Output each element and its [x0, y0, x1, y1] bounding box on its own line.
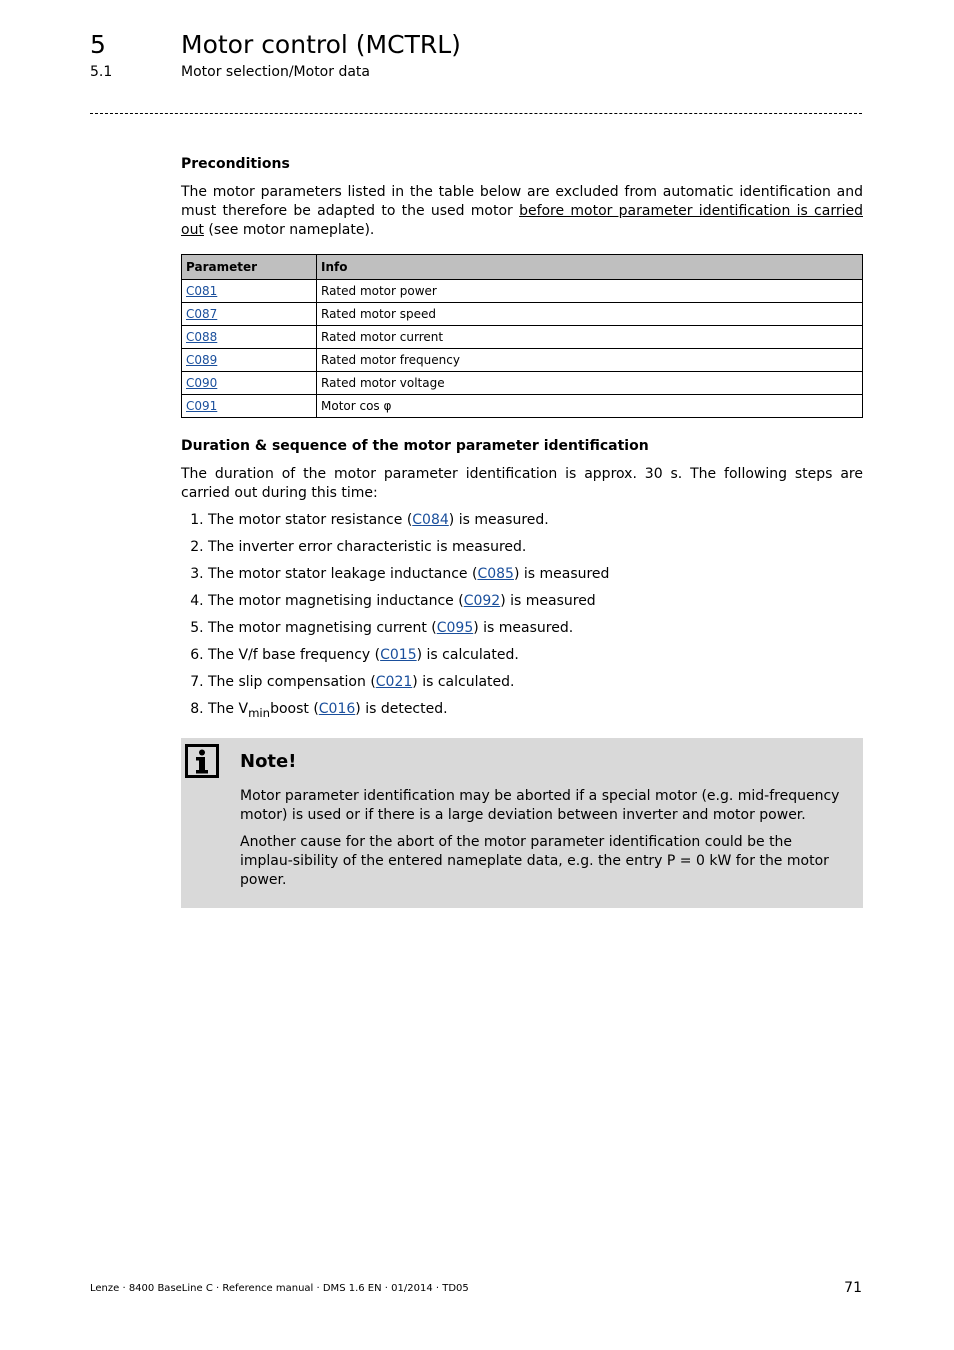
parameter-cell — [182, 280, 317, 303]
chapter-number: 5 — [90, 30, 106, 59]
parameter-link-c085[interactable]: C085 — [477, 566, 514, 582]
table-row — [182, 326, 863, 349]
parameter-cell — [182, 372, 317, 395]
table-row — [182, 303, 863, 326]
parameter-table — [181, 254, 863, 418]
parameter-link-c090[interactable]: C090 — [186, 375, 218, 390]
list-item: 6. The V/f base frequency (C015) is calculated. — [208, 646, 863, 665]
table-row — [182, 372, 863, 395]
info-cell: Rated motor speed — [317, 303, 863, 326]
parameter-cell — [182, 395, 317, 418]
parameter-link-c081[interactable]: C081 — [186, 283, 218, 298]
list-item: 8. The $V_{min}boost$ (C016) is detected. — [208, 700, 863, 723]
parameter-link-c089[interactable]: C089 — [186, 352, 218, 367]
list-item: 7. The slip compensation (C021) is calculated. — [208, 673, 863, 692]
page-number: 71 — [844, 1280, 862, 1296]
note-paragraph: Motor parameter identification may be aborted if a special motor (e.g. mid-frequency motor) is used or if there is a large deviation between inverter and motor power. — [240, 787, 840, 823]
list-item: 2. The inverter error characteristic is measured. — [208, 538, 863, 557]
info-cell: Rated motor frequency — [317, 349, 863, 372]
table-row — [182, 349, 863, 372]
chapter-title: Motor control (MCTRL) — [181, 30, 461, 59]
header-divider — [90, 113, 862, 114]
parameter-link-c091[interactable]: C091 — [186, 398, 218, 413]
list-item: 4. The motor magnetising inductance (C092) is measured — [208, 592, 863, 611]
parameter-link-c084[interactable]: C084 — [412, 512, 449, 528]
info-cell: Motor cos φ — [317, 395, 863, 418]
section-title: Motor selection/Motor data — [181, 64, 370, 80]
preconditions-text-after: (see motor nameplate). — [203, 222, 375, 238]
parameter-link-c016[interactable]: C016 — [318, 701, 356, 717]
table-row — [182, 280, 863, 303]
list-item: 1. The motor stator resistance (C084) is measured. — [208, 511, 863, 530]
table-row — [182, 395, 863, 418]
note-box — [181, 738, 863, 908]
parameter-cell — [182, 326, 317, 349]
list-item: 5. The motor magnetising current (C095) is measured. — [208, 619, 863, 638]
duration-heading: Duration & sequence of the motor parameter identification — [181, 438, 649, 454]
parameter-link-c088[interactable]: C088 — [186, 329, 218, 344]
preconditions-text — [181, 183, 863, 240]
parameter-link-c087[interactable]: C087 — [186, 306, 218, 321]
column-header-info: Info — [317, 255, 863, 280]
info-cell: Rated motor current — [317, 326, 863, 349]
footer-doc-info: Lenze · 8400 BaseLine C · Reference manual · DMS 1.6 EN · 01/2014 · TD05 — [90, 1283, 469, 1294]
preconditions-heading: Preconditions — [181, 156, 290, 172]
parameter-cell — [182, 349, 317, 372]
note-title: Note! — [240, 750, 297, 772]
note-paragraph: Another cause for the abort of the motor parameter identification could be the implau-sibility of the entered nameplate data, e.g. the entry P = 0 kW for the motor power. — [240, 833, 829, 888]
info-cell: Rated motor power — [317, 280, 863, 303]
duration-intro: The duration of the motor parameter identification is approx. 30 s. The following steps are carried out during this time: — [181, 466, 863, 501]
preconditions-text-before: The motor parameters listed in the table below are excluded from automatic identification and must therefore be adapted to the used motor — [181, 184, 863, 219]
parameter-link-c015[interactable]: C015 — [380, 647, 417, 663]
parameter-cell — [182, 303, 317, 326]
list-item: 3. The motor stator leakage inductance (C085) is measured — [208, 565, 863, 584]
column-header-parameter: Parameter — [182, 255, 317, 280]
parameter-link-c021[interactable]: C021 — [375, 674, 413, 690]
preconditions-text-underlined: before motor parameter identification is carried out — [181, 203, 863, 238]
parameter-link-c095[interactable]: C095 — [436, 620, 474, 636]
info-cell: Rated motor voltage — [317, 372, 863, 395]
parameter-link-c092[interactable]: C092 — [463, 593, 501, 609]
section-number: 5.1 — [90, 64, 113, 80]
steps-list — [181, 511, 863, 723]
table-header-row — [182, 255, 863, 280]
main-content — [181, 154, 863, 908]
info-icon — [185, 744, 219, 778]
